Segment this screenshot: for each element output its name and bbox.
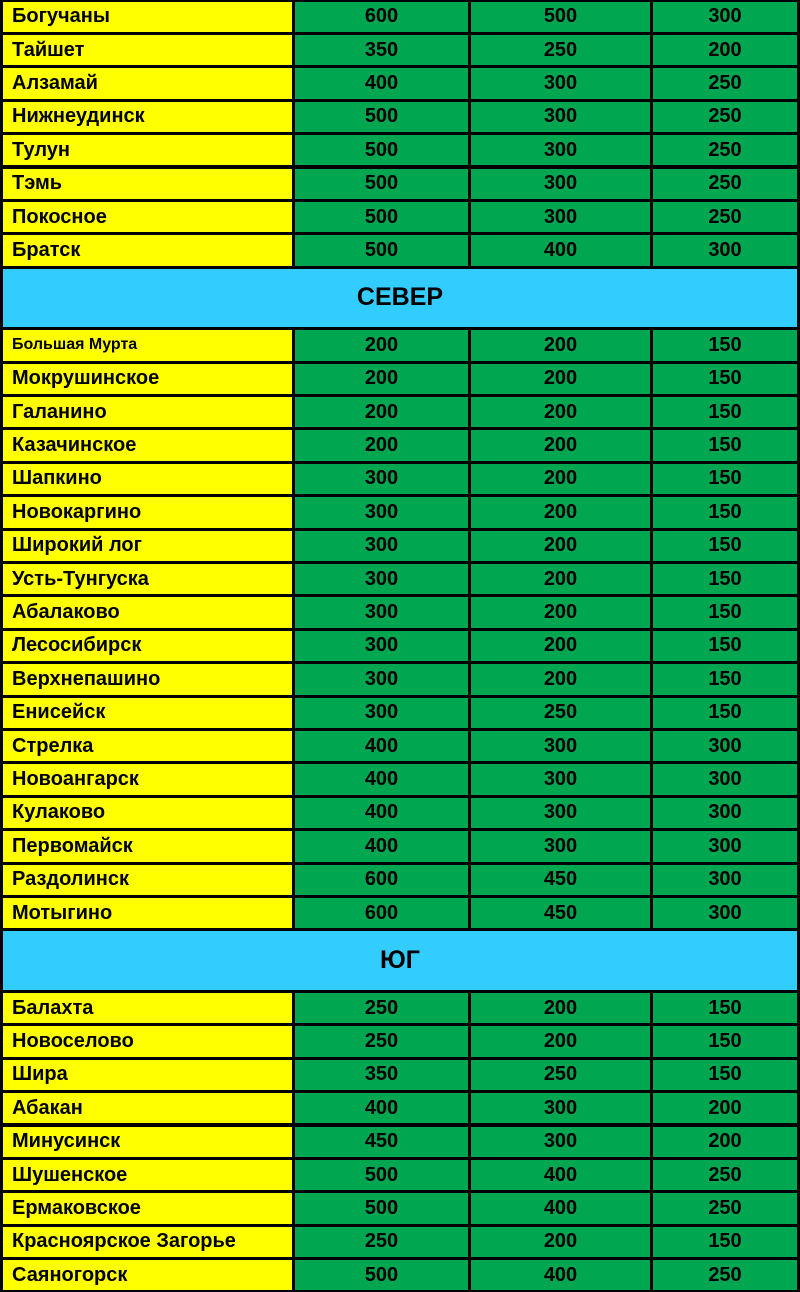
value-cell-3: 150 xyxy=(653,430,797,460)
table-row xyxy=(0,1092,800,1125)
value-cell-2: 200 xyxy=(471,631,650,661)
value-cell-1: 300 xyxy=(295,497,468,527)
table-row xyxy=(0,663,800,696)
city-cell: Енисейск xyxy=(3,698,292,728)
city-cell: Балахта xyxy=(3,993,292,1023)
value-cell-3: 250 xyxy=(653,1193,797,1223)
city-cell: Широкий лог xyxy=(3,531,292,561)
table-row xyxy=(0,596,800,629)
table-row xyxy=(0,1058,800,1091)
value-cell-2: 300 xyxy=(471,798,650,828)
table-row xyxy=(0,563,800,596)
value-cell-3: 300 xyxy=(653,731,797,761)
value-cell-2: 300 xyxy=(471,102,650,132)
value-cell-3: 150 xyxy=(653,531,797,561)
city-cell: Новоангарск xyxy=(3,764,292,794)
value-cell-1: 300 xyxy=(295,698,468,728)
city-cell: Братск xyxy=(3,235,292,265)
value-cell-1: 500 xyxy=(295,169,468,199)
table-row xyxy=(0,167,800,200)
table-row xyxy=(0,1259,800,1292)
table-row xyxy=(0,234,800,267)
value-cell-3: 150 xyxy=(653,1060,797,1090)
table-row xyxy=(0,897,800,930)
value-cell-2: 300 xyxy=(471,202,650,232)
value-cell-1: 200 xyxy=(295,430,468,460)
value-cell-2: 200 xyxy=(471,364,650,394)
value-cell-3: 200 xyxy=(653,1093,797,1123)
city-cell: Лесосибирск xyxy=(3,631,292,661)
value-cell-1: 250 xyxy=(295,1227,468,1257)
value-cell-1: 200 xyxy=(295,364,468,394)
value-cell-2: 250 xyxy=(471,35,650,65)
table-row xyxy=(0,396,800,429)
value-cell-3: 300 xyxy=(653,798,797,828)
value-cell-1: 500 xyxy=(295,202,468,232)
value-cell-3: 150 xyxy=(653,364,797,394)
city-cell: Верхнепашино xyxy=(3,664,292,694)
table-row xyxy=(0,629,800,662)
table-row xyxy=(0,33,800,66)
value-cell-3: 300 xyxy=(653,2,797,32)
value-cell-2: 200 xyxy=(471,430,650,460)
value-cell-3: 250 xyxy=(653,135,797,165)
value-cell-1: 400 xyxy=(295,731,468,761)
value-cell-3: 300 xyxy=(653,898,797,928)
value-cell-2: 200 xyxy=(471,397,650,427)
value-cell-1: 500 xyxy=(295,1160,468,1190)
value-cell-3: 250 xyxy=(653,1260,797,1290)
value-cell-2: 200 xyxy=(471,330,650,360)
city-cell: Казачинское xyxy=(3,430,292,460)
table-row xyxy=(0,462,800,495)
city-cell: Абакан xyxy=(3,1093,292,1123)
value-cell-2: 200 xyxy=(471,993,650,1023)
value-cell-2: 300 xyxy=(471,169,650,199)
value-cell-2: 250 xyxy=(471,1060,650,1090)
value-cell-2: 400 xyxy=(471,235,650,265)
value-cell-1: 400 xyxy=(295,764,468,794)
value-cell-2: 200 xyxy=(471,1227,650,1257)
table-row xyxy=(0,730,800,763)
value-cell-3: 300 xyxy=(653,235,797,265)
city-cell: Галанино xyxy=(3,397,292,427)
value-cell-3: 250 xyxy=(653,102,797,132)
value-cell-2: 200 xyxy=(471,597,650,627)
city-cell: Кулаково xyxy=(3,798,292,828)
value-cell-2: 200 xyxy=(471,531,650,561)
table-row xyxy=(0,1225,800,1258)
value-cell-1: 500 xyxy=(295,1193,468,1223)
table-row xyxy=(0,134,800,167)
table-row xyxy=(0,67,800,100)
value-cell-1: 500 xyxy=(295,102,468,132)
city-cell: Мотыгино xyxy=(3,898,292,928)
city-cell: Стрелка xyxy=(3,731,292,761)
value-cell-1: 300 xyxy=(295,464,468,494)
value-cell-2: 400 xyxy=(471,1260,650,1290)
value-cell-1: 500 xyxy=(295,1260,468,1290)
city-cell: Новоселово xyxy=(3,1026,292,1056)
value-cell-3: 150 xyxy=(653,597,797,627)
table-row xyxy=(0,696,800,729)
city-cell: Покосное xyxy=(3,202,292,232)
value-cell-3: 150 xyxy=(653,397,797,427)
value-cell-3: 250 xyxy=(653,169,797,199)
value-cell-3: 200 xyxy=(653,1127,797,1157)
value-cell-2: 200 xyxy=(471,564,650,594)
table-row xyxy=(0,863,800,896)
table-row xyxy=(0,1125,800,1158)
value-cell-1: 400 xyxy=(295,1093,468,1123)
value-cell-1: 500 xyxy=(295,135,468,165)
value-cell-3: 150 xyxy=(653,1026,797,1056)
city-cell: Нижнеудинск xyxy=(3,102,292,132)
value-cell-1: 200 xyxy=(295,397,468,427)
value-cell-1: 350 xyxy=(295,35,468,65)
city-cell: Тулун xyxy=(3,135,292,165)
city-cell: Минусинск xyxy=(3,1127,292,1157)
table-row xyxy=(0,763,800,796)
value-cell-1: 300 xyxy=(295,564,468,594)
table-row xyxy=(0,1192,800,1225)
value-cell-2: 200 xyxy=(471,464,650,494)
value-cell-2: 300 xyxy=(471,731,650,761)
table-row xyxy=(0,830,800,863)
table-row xyxy=(0,529,800,562)
value-cell-2: 500 xyxy=(471,2,650,32)
value-cell-3: 150 xyxy=(653,464,797,494)
value-cell-3: 150 xyxy=(653,631,797,661)
city-cell: Шапкино xyxy=(3,464,292,494)
city-cell: Усть-Тунгуска xyxy=(3,564,292,594)
value-cell-2: 300 xyxy=(471,764,650,794)
city-cell: Богучаны xyxy=(3,2,292,32)
value-cell-1: 600 xyxy=(295,2,468,32)
value-cell-1: 300 xyxy=(295,664,468,694)
value-cell-1: 450 xyxy=(295,1127,468,1157)
value-cell-2: 250 xyxy=(471,698,650,728)
value-cell-3: 200 xyxy=(653,35,797,65)
value-cell-1: 500 xyxy=(295,235,468,265)
value-cell-1: 600 xyxy=(295,865,468,895)
city-cell: Шушенское xyxy=(3,1160,292,1190)
value-cell-3: 250 xyxy=(653,202,797,232)
value-cell-2: 400 xyxy=(471,1193,650,1223)
value-cell-3: 300 xyxy=(653,764,797,794)
table-row xyxy=(0,329,800,362)
value-cell-2: 300 xyxy=(471,1127,650,1157)
table-row xyxy=(0,796,800,829)
city-cell: Красноярское Загорье xyxy=(3,1227,292,1257)
table-row xyxy=(0,1158,800,1191)
table-row xyxy=(0,0,800,33)
value-cell-3: 150 xyxy=(653,993,797,1023)
city-cell: Новокаргино xyxy=(3,497,292,527)
value-cell-3: 150 xyxy=(653,497,797,527)
value-cell-3: 150 xyxy=(653,564,797,594)
table-row xyxy=(0,100,800,133)
city-cell: Абалаково xyxy=(3,597,292,627)
city-cell: Мокрушинское xyxy=(3,364,292,394)
value-cell-1: 300 xyxy=(295,631,468,661)
value-cell-1: 400 xyxy=(295,798,468,828)
table-row xyxy=(0,496,800,529)
value-cell-1: 600 xyxy=(295,898,468,928)
value-cell-2: 300 xyxy=(471,135,650,165)
city-cell: Тайшет xyxy=(3,35,292,65)
value-cell-1: 350 xyxy=(295,1060,468,1090)
city-cell: Раздолинск xyxy=(3,865,292,895)
value-cell-3: 300 xyxy=(653,831,797,861)
value-cell-2: 200 xyxy=(471,497,650,527)
value-cell-2: 450 xyxy=(471,898,650,928)
value-cell-3: 150 xyxy=(653,1227,797,1257)
value-cell-3: 150 xyxy=(653,698,797,728)
value-cell-3: 250 xyxy=(653,1160,797,1190)
city-cell: Первомайск xyxy=(3,831,292,861)
table-row xyxy=(0,991,800,1024)
value-cell-3: 150 xyxy=(653,664,797,694)
value-cell-1: 300 xyxy=(295,531,468,561)
section-header: СЕВЕР xyxy=(3,269,797,328)
value-cell-3: 150 xyxy=(653,330,797,360)
value-cell-2: 300 xyxy=(471,831,650,861)
table-row xyxy=(0,1025,800,1058)
city-cell: Большая Мурта xyxy=(3,330,292,360)
value-cell-2: 400 xyxy=(471,1160,650,1190)
value-cell-1: 250 xyxy=(295,1026,468,1056)
city-cell: Саяногорск xyxy=(3,1260,292,1290)
value-cell-2: 300 xyxy=(471,1093,650,1123)
city-cell: Ермаковское xyxy=(3,1193,292,1223)
value-cell-2: 300 xyxy=(471,68,650,98)
value-cell-1: 200 xyxy=(295,330,468,360)
city-cell: Шира xyxy=(3,1060,292,1090)
value-cell-1: 300 xyxy=(295,597,468,627)
value-cell-3: 300 xyxy=(653,865,797,895)
section-header: ЮГ xyxy=(3,931,797,990)
value-cell-1: 400 xyxy=(295,831,468,861)
city-cell: Тэмь xyxy=(3,169,292,199)
value-cell-2: 200 xyxy=(471,664,650,694)
value-cell-2: 450 xyxy=(471,865,650,895)
table-row xyxy=(0,200,800,233)
table-row xyxy=(0,362,800,395)
city-cell: Алзамай xyxy=(3,68,292,98)
value-cell-1: 250 xyxy=(295,993,468,1023)
value-cell-3: 250 xyxy=(653,68,797,98)
value-cell-1: 400 xyxy=(295,68,468,98)
table-row xyxy=(0,429,800,462)
value-cell-2: 200 xyxy=(471,1026,650,1056)
